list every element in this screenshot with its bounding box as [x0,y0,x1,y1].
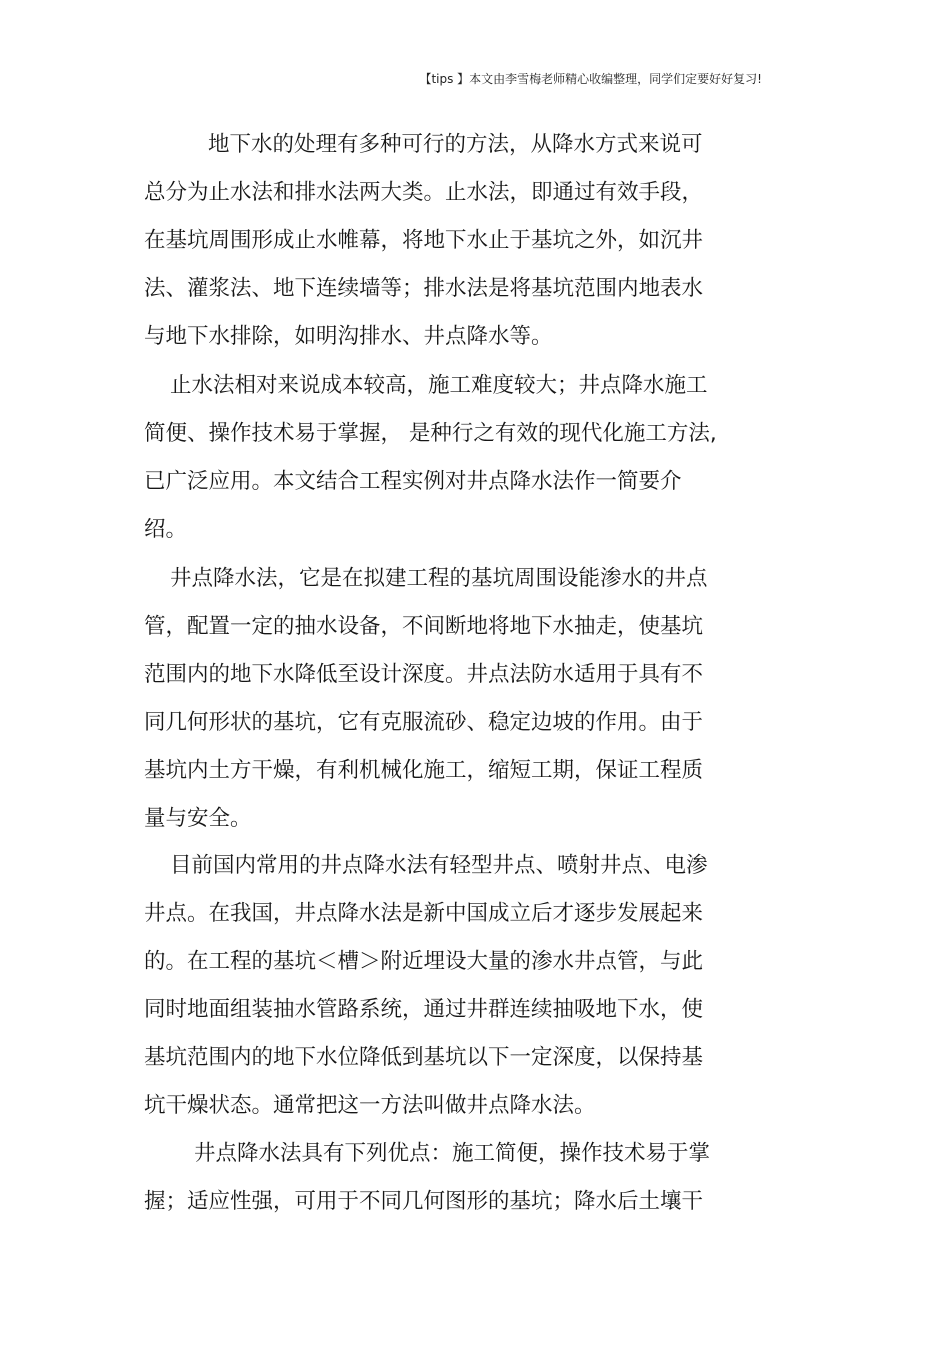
text-line: 地下水的处理有多种可行的方法，从降水方式来说可 [208,132,703,157]
text-line: 握；适应性强，可用于不同几何图形的基坑；降水后土壤干 [144,1189,704,1214]
text-line: 井点降水法具有下列优点：施工简便，操作技术易于掌 [194,1141,711,1166]
text-line: 同时地面组装抽水管路系统，通过井群连续抽吸地下水，使 [144,997,704,1022]
text-line: 绍。 [144,517,188,542]
text-line: 管，配置一定的抽水设备，不间断地将地下水抽走，使基坑 [144,614,704,639]
header-tips: 【tips 】本文由李雪梅老师精心收编整理，同学们定要好好复习! [419,72,762,86]
text-line: 与地下水排除，如明沟排水、井点降水等。 [144,324,553,349]
text-line: 量与安全。 [144,806,252,831]
text-line: 总分为止水法和排水法两大类。止水法，即通过有效手段， [144,180,704,205]
text-line: 井点降水法，它是在拟建工程的基坑周围设能渗水的井点 [170,566,708,591]
text-line: 止水法相对来说成本较高，施工难度较大；井点降水施工 [170,373,708,398]
text-line: 在基坑周围形成止水帷幕，将地下水止于基坑之外，如沉井 [144,228,704,253]
text-line: 基坑内土方干燥，有利机械化施工，缩短工期，保证工程质 [144,758,704,783]
text-line: 简便、操作技术易于掌握， 是种行之有效的现代化施工方法, [144,421,717,446]
text-line: 已广泛应用。本文结合工程实例对井点降水法作一简要介 [144,469,682,494]
text-line: 的。在工程的基坑＜槽＞附近埋设大量的渗水井点管，与此 [144,949,704,974]
text-line: 基坑范围内的地下水位降低到基坑以下一定深度，以保持基 [144,1045,704,1070]
text-line: 法、灌浆法、地下连续墙等；排水法是将基坑范围内地表水 [144,276,704,301]
text-line: 井点。在我国，井点降水法是新中国成立后才逐步发展起来 [144,901,704,926]
text-line: 同几何形状的基坑，它有克服流砂、稳定边坡的作用。由于 [144,710,704,735]
text-line: 目前国内常用的井点降水法有轻型井点、喷射井点、电渗 [170,853,708,878]
text-line: 坑干燥状态。通常把这一方法叫做井点降水法。 [144,1093,596,1118]
text-line: 范围内的地下水降低至设计深度。井点法防水适用于具有不 [144,662,704,687]
